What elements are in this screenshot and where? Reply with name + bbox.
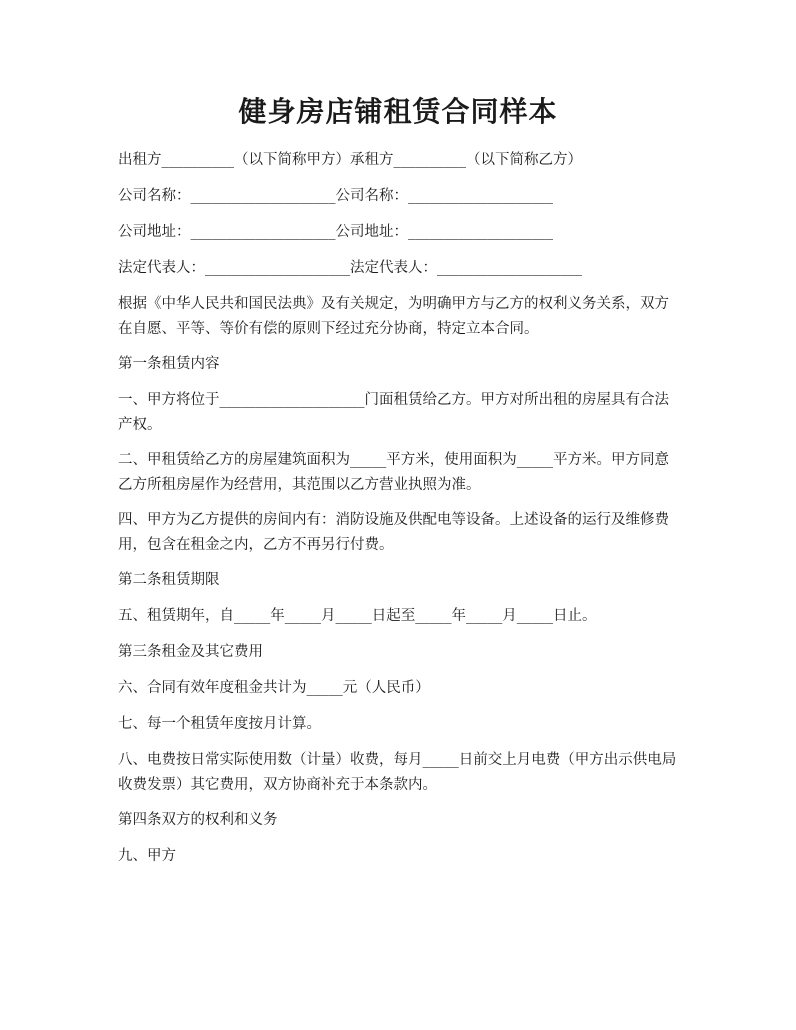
- article-2-heading: 第二条租赁期限: [118, 572, 220, 588]
- article-4-heading: 第四条双方的权利和义务: [118, 812, 278, 828]
- clause-1: 一、甲方将位于____________________门面租赁给乙方。甲方对所出租的房屋具有合法产权。: [118, 392, 669, 433]
- clause-2: 二、甲租赁给乙方的房屋建筑面积为_____平方米，使用面积为_____平方米。甲方同意乙方所租房屋作为经营用，其范围以乙方营业执照为准。: [118, 452, 669, 493]
- article-1-heading: 第一条租赁内容: [118, 356, 220, 372]
- clause-7: 七、每一个租赁年度按月计算。: [118, 716, 321, 732]
- clause-6: 六、合同有效年度租金共计为_____元（人民币）: [118, 680, 430, 696]
- document-title: 健身房店铺租赁合同样本: [238, 95, 558, 128]
- clause-4: 四、甲方为乙方提供的房间内有：消防设施及供配电等设备。上述设备的运行及维修费用，包含在租金之内，乙方不再另行付费。: [118, 512, 669, 553]
- clause-8: 八、电费按日常实际使用数（计量）收费，每月_____日前交上月电费（甲方出示供电局收费发票）其它费用，双方协商补充于本条款内。: [118, 752, 677, 793]
- parties-line: 出租方__________（以下简称甲方）承租方__________（以下简称乙方）: [118, 152, 582, 168]
- legal-representative-line: 法定代表人：____________________法定代表人：____________________: [118, 260, 582, 276]
- clause-5: 五、租赁期年，自_____年_____月_____日起至_____年_____月_____日止。: [118, 608, 597, 624]
- preamble-paragraph: 根据《中华人民共和国民法典》及有关规定，为明确甲方与乙方的权利义务关系，双方在自愿、平等、等价有偿的原则下经过充分协商，特定立本合同。: [118, 296, 669, 337]
- clause-9: 九、甲方: [118, 848, 176, 864]
- article-3-heading: 第三条租金及其它费用: [118, 644, 263, 660]
- company-name-line: 公司名称：____________________公司名称：____________________: [118, 188, 553, 204]
- company-address-line: 公司地址：____________________公司地址：____________________: [118, 224, 553, 240]
